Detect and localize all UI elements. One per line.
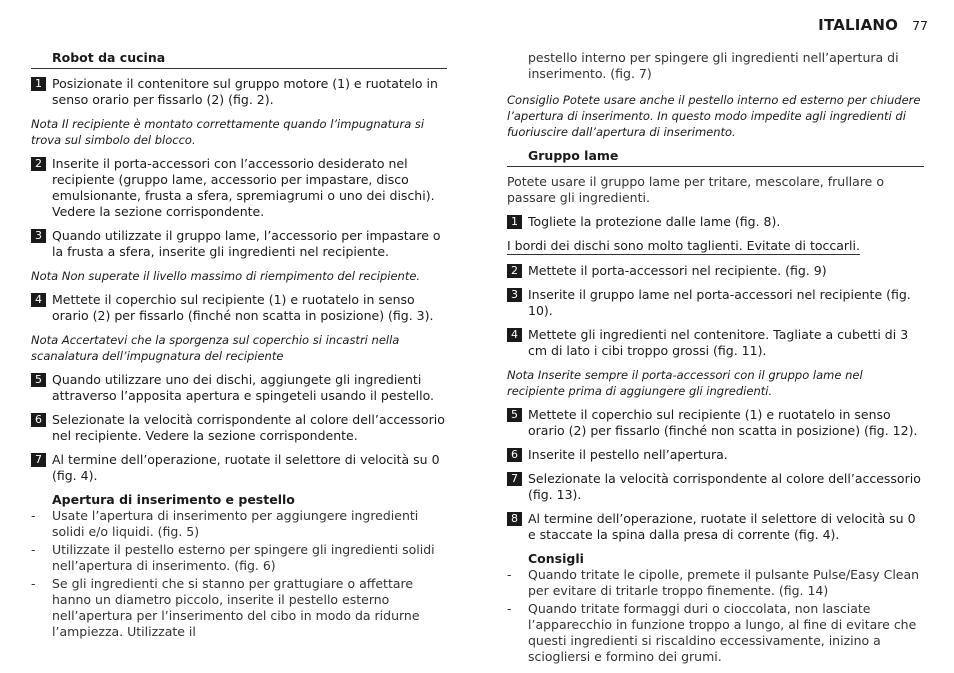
note-handle-lock: Nota Il recipiente è montato correttamente quando l’impugnatura si trova sul simbolo del blocco. [31, 117, 425, 147]
intro-text: Potete usare il gruppo lame per tritare, mescolare, frullare o passare gli ingredienti. [507, 174, 884, 205]
step-text: Selezionate la velocità corrispondente al colore dell’accessorio nel recipiente. Vedere la sezione corrispondente. [52, 412, 445, 443]
step-6 [507, 447, 924, 463]
step-4 [31, 292, 447, 324]
step-7 [507, 471, 924, 503]
bullet-text: Quando tritate le cipolle, premete il pulsante Pulse/Easy Clean per evitare di tritarle troppo finemente. (fig. 14) [528, 567, 920, 598]
subheading-feed-tube: Apertura di inserimento e pestello [52, 492, 295, 507]
step-3 [31, 228, 447, 260]
step-8 [507, 511, 924, 543]
note-blade-holder: Nota Inserite sempre il porta-accessori con il gruppo lame nel recipiente prima di aggiungere gli ingredienti. [507, 368, 863, 398]
left-column [31, 50, 447, 646]
right-column [507, 50, 924, 671]
page-number: 77 [912, 18, 928, 33]
section-title-robot: Robot da cucina [31, 50, 447, 69]
step-7 [31, 452, 447, 484]
bullet-dash: - [31, 542, 36, 557]
bullet-text: Usate l’apertura di inserimento per aggiungere ingredienti solidi e/o liquidi. (fig. 5) [52, 508, 419, 539]
step-5 [31, 372, 447, 404]
bullet-dash: - [31, 576, 36, 591]
step-number-badge: 7 [31, 453, 46, 467]
warning-text: I bordi dei dischi sono molto taglienti. Evitate di toccarli. [507, 238, 860, 253]
step-text: Inserite il gruppo lame nel porta-accessori nel recipiente (fig. 10). [528, 287, 911, 318]
bullet-dash: - [31, 508, 36, 523]
step-2 [507, 263, 924, 279]
step-number-badge: 2 [507, 264, 522, 278]
subheading-tips: Consigli [528, 551, 584, 566]
step-text: Quando utilizzare uno dei dischi, aggiungete gli ingredienti attraverso l’apposita apertura e spingeteli usando il pestello. [52, 372, 434, 403]
step-text: Mettete il coperchio sul recipiente (1) e ruotatelo in senso orario (2) per fissarlo (finché non scatta in posizione) (fig. 12). [528, 407, 918, 438]
step-1 [31, 76, 447, 108]
step-number-badge: 1 [507, 215, 522, 229]
step-text: Quando utilizzate il gruppo lame, l’accessorio per impastare o la frusta a sfera, inserite gli ingredienti nel recipiente. [52, 228, 441, 259]
step-text: Al termine dell’operazione, ruotate il selettore di velocità su 0 (fig. 4). [52, 452, 440, 483]
bullet-text: Utilizzate il pestello esterno per spingere gli ingredienti solidi nell’apertura di inserimento. (fig. 6) [52, 542, 435, 573]
step-text: Inserite il pestello nell’apertura. [528, 447, 728, 462]
step-number-badge: 5 [31, 373, 46, 387]
step-number-badge: 5 [507, 408, 522, 422]
step-2 [31, 156, 447, 220]
note-lid-groove: Nota Accertatevi che la sporgenza sul coperchio si incastri nella scanalatura dell’impugnatura del recipiente [31, 333, 400, 363]
step-text: Posizionate il contenitore sul gruppo motore (1) e ruotatelo in senso orario per fissarlo (2) (fig. 2). [52, 76, 438, 107]
step-number-badge: 2 [31, 157, 46, 171]
step-number-badge: 4 [507, 328, 522, 342]
bullet-text: Se gli ingredienti che si stanno per grattugiare o affettare hanno un diametro piccolo, inserite il pestello esterno nell’apertura per l’inserimento del cibo in modo da ridurne l’ampiezza. Utilizzate il [52, 576, 420, 639]
bullet-dash: - [507, 567, 512, 582]
tip-pusher: Consiglio Potete usare anche il pestello interno ed esterno per chiudere l’apertura di inserimento. In questo modo impedite agli ingredienti di fuoriuscire dall’apertura di inserimento. [507, 93, 921, 139]
step-text: Mettete il porta-accessori nel recipiente. (fig. 9) [528, 263, 827, 278]
list-item [31, 508, 447, 540]
step-6 [31, 412, 447, 444]
step-number-badge: 3 [31, 229, 46, 243]
step-number-badge: 6 [507, 448, 522, 462]
step-text: Togliete la protezione dalle lame (fig. 8). [528, 214, 781, 229]
continuation-text: pestello interno per spingere gli ingredienti nell’apertura di inserimento. (fig. 7) [528, 50, 899, 81]
bullet-dash: - [507, 601, 512, 616]
step-text: Mettete il coperchio sul recipiente (1) e ruotatelo in senso orario (2) per fissarlo (finché non scatta in posizione) (fig. 3). [52, 292, 434, 323]
language-label: ITALIANO [818, 16, 899, 34]
step-number-badge: 6 [31, 413, 46, 427]
step-number-badge: 7 [507, 472, 522, 486]
step-text: Inserite il porta-accessori con l’accessorio desiderato nel recipiente (gruppo lame, accessorio per impastare, disco emulsionante, frusta a sfera, spremiagrumi o uno dei dischi). Vedere la sezione corrispondente. [52, 156, 435, 219]
step-1 [507, 214, 924, 230]
step-number-badge: 4 [31, 293, 46, 307]
list-item [31, 576, 447, 640]
step-number-badge: 8 [507, 512, 522, 526]
step-number-badge: 1 [31, 77, 46, 91]
bullet-text: Quando tritate formaggi duri o cioccolata, non lasciate l’apparecchio in funzione troppo a lungo, al fine di evitare che questi ingredienti si riscaldino eccessivamente, inizino a sciogliersi e formino dei grumi. [528, 601, 917, 664]
section-title-blade: Gruppo lame [507, 148, 924, 167]
note-max-level: Nota Non superate il livello massimo di riempimento del recipiente. [31, 269, 421, 283]
list-item [507, 601, 924, 665]
bullet-list-feed-tube [31, 508, 447, 640]
step-3 [507, 287, 924, 319]
bullet-list-tips [507, 567, 924, 665]
step-text: Selezionate la velocità corrispondente al colore dell’accessorio (fig. 13). [528, 471, 921, 502]
step-text: Mettete gli ingredienti nel contenitore. Tagliate a cubetti di 3 cm di lato i cibi troppo grossi (fig. 11). [528, 327, 909, 358]
step-text: Al termine dell’operazione, ruotate il selettore di velocità su 0 e staccate la spina dalla presa di corrente (fig. 4). [528, 511, 916, 542]
step-5 [507, 407, 924, 439]
list-item [31, 542, 447, 574]
step-number-badge: 3 [507, 288, 522, 302]
list-item [507, 567, 924, 599]
step-4 [507, 327, 924, 359]
page-header [818, 16, 928, 34]
